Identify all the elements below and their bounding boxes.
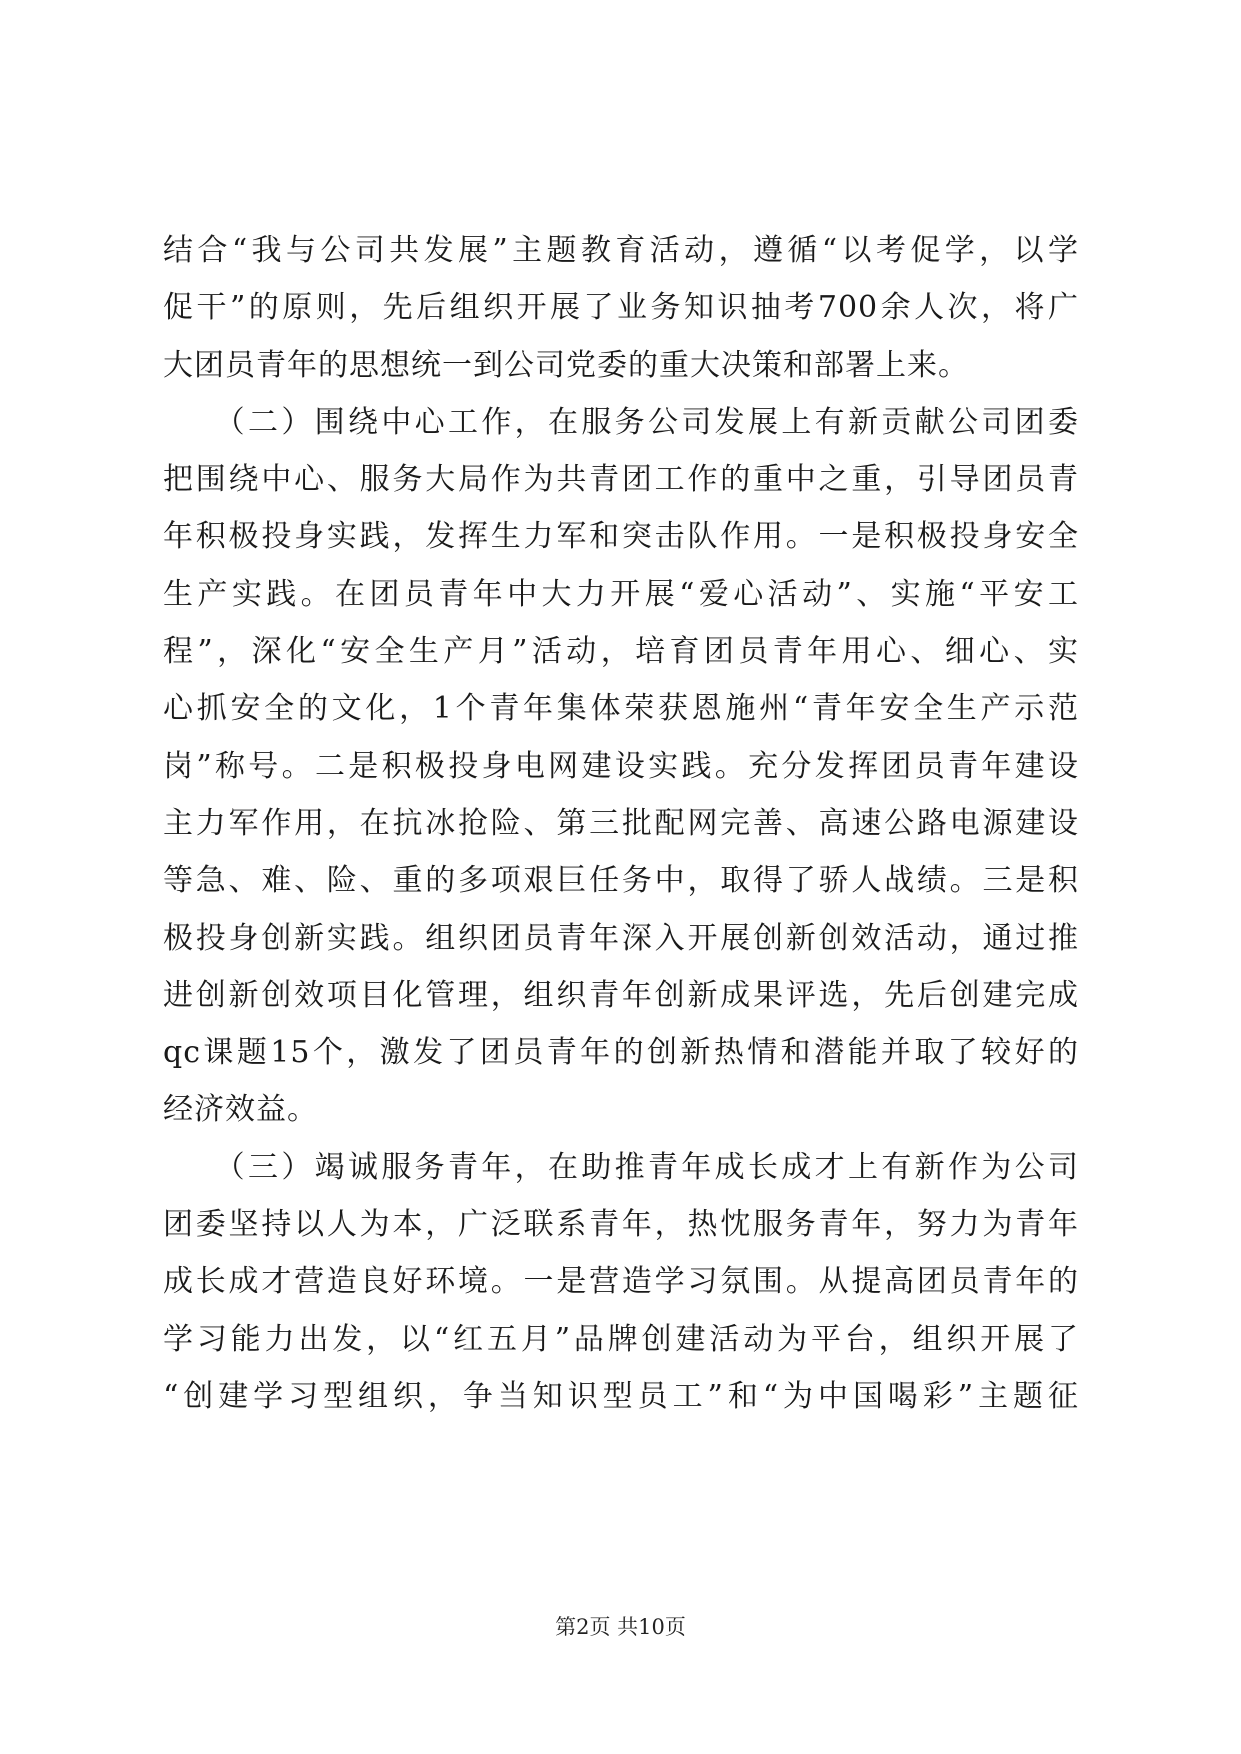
text-line: 程”，深化“安全生产月”活动，培育团员青年用心、细心、实 xyxy=(163,634,1079,670)
text-line: 进创新创效项目化管理，组织青年创新成果评选，先后创建完成 xyxy=(163,977,1079,1013)
text-line: 经济效益。 xyxy=(163,1092,318,1128)
text-line: 极投身创新实践。组织团员青年深入开展创新创效活动，通过推 xyxy=(163,920,1079,956)
text-line: 等急、难、险、重的多项艰巨任务中，取得了骄人战绩。三是积 xyxy=(163,863,1079,899)
text-line: 成长成才营造良好环境。一是营造学习氛围。从提高团员青年的 xyxy=(163,1264,1079,1300)
text-line: 心抓安全的文化，1个青年集体荣获恩施州“青年安全生产示范 xyxy=(163,691,1079,727)
text-line: “创建学习型组织，争当知识型员工”和“为中国喝彩”主题征 xyxy=(163,1378,1079,1414)
text-line: 年积极投身实践，发挥生力军和突击队作用。一是积极投身安全 xyxy=(163,519,1079,555)
page-footer: 第2页 共10页 xyxy=(555,1615,686,1639)
text-line: 大团员青年的思想统一到公司党委的重大决策和部署上来。 xyxy=(163,347,969,383)
text-line: （三）竭诚服务青年，在助推青年成长成才上有新作为公司 xyxy=(163,1149,1079,1185)
text-line: （二）围绕中心工作，在服务公司发展上有新贡献公司团委 xyxy=(163,404,1079,440)
text-line: 岗”称号。二是积极投身电网建设实践。充分发挥团员青年建设 xyxy=(163,748,1079,784)
text-line: 主力军作用，在抗冰抢险、第三批配网完善、高速公路电源建设 xyxy=(163,805,1079,841)
text-line: 结合“我与公司共发展”主题教育活动，遵循“以考促学，以学 xyxy=(163,233,1079,268)
text-line: 团委坚持以人为本，广泛联系青年，热忱服务青年，努力为青年 xyxy=(163,1207,1079,1243)
text-line: qc课题15个，激发了团员青年的创新热情和潜能并取了较好的 xyxy=(163,1035,1079,1071)
body-text xyxy=(163,222,1079,1425)
text-line: 学习能力出发，以“红五月”品牌创建活动为平台，组织开展了 xyxy=(163,1321,1079,1357)
text-line: 把围绕中心、服务大局作为共青团工作的重中之重，引导团员青 xyxy=(163,462,1079,498)
text-line: 促干”的原则，先后组织开展了业务知识抽考700余人次，将广 xyxy=(163,290,1079,326)
text-line: 生产实践。在团员青年中大力开展“爱心活动”、实施“平安工 xyxy=(163,576,1079,612)
